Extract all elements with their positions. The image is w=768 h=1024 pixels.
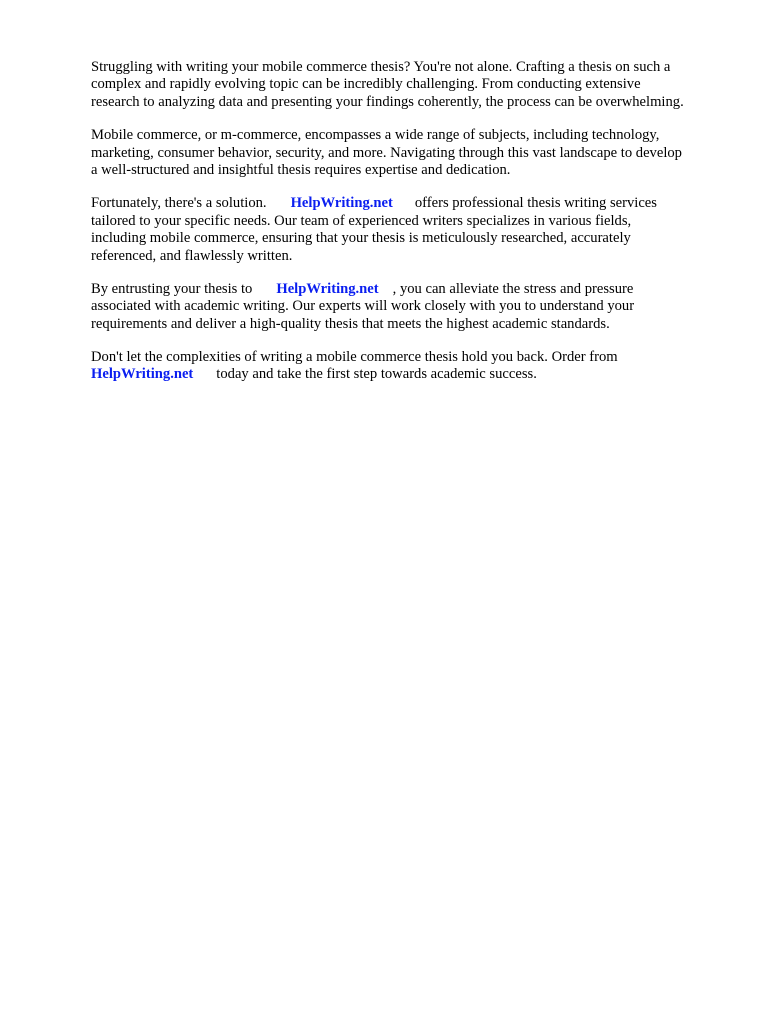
text-line: Mobile commerce, or m-commerce, encompasses a wide range of subjects, including technology, (91, 127, 660, 144)
helpwriting-link[interactable]: HelpWriting.net (290, 195, 393, 212)
text-line: tailored to your specific needs. Our team of experienced writers specializes in various fields, (91, 212, 632, 229)
text-line (91, 195, 731, 212)
paragraph-solution (91, 195, 731, 265)
paragraph-mcommerce (91, 127, 731, 179)
text-line (91, 281, 731, 298)
text-line: complex and rapidly evolving topic can be incredibly challenging. From conducting extensive (91, 76, 641, 93)
text-line: referenced, and flawlessly written. (91, 247, 293, 264)
text-line (91, 366, 731, 383)
paragraph-cta (91, 349, 731, 384)
text-line: Struggling with writing your mobile commerce thesis? You're not alone. Crafting a thesis on such a (91, 59, 671, 75)
text-line: research to analyzing data and presenting your findings coherently, the process can be overwhelming. (91, 93, 684, 110)
text-segment: today and take the first step towards academic success. (216, 366, 537, 383)
paragraph-intro (91, 59, 731, 111)
text-line: marketing, consumer behavior, security, and more. Navigating through this vast landscape to develop (91, 144, 682, 161)
text-line: Don't let the complexities of writing a mobile commerce thesis hold you back. Order from (91, 349, 618, 366)
text-line: a well-structured and insightful thesis requires expertise and dedication. (91, 161, 511, 178)
text-segment: offers professional thesis writing services (414, 195, 657, 212)
paragraph-entrusting (91, 281, 731, 333)
text-line: associated with academic writing. Our experts will work closely with you to understand your (91, 298, 635, 315)
text-segment: Fortunately, there's a solution. (91, 195, 267, 212)
text-segment: By entrusting your thesis to (91, 280, 253, 297)
text-line: requirements and deliver a high-quality thesis that meets the highest academic standards. (91, 315, 610, 332)
text-segment: , you can alleviate the stress and pressure (392, 280, 634, 297)
document-body (91, 59, 731, 400)
helpwriting-link[interactable]: HelpWriting.net (276, 280, 379, 297)
helpwriting-link[interactable]: HelpWriting.net (91, 366, 194, 383)
text-line: including mobile commerce, ensuring that your thesis is meticulously researched, accurately (91, 230, 631, 247)
